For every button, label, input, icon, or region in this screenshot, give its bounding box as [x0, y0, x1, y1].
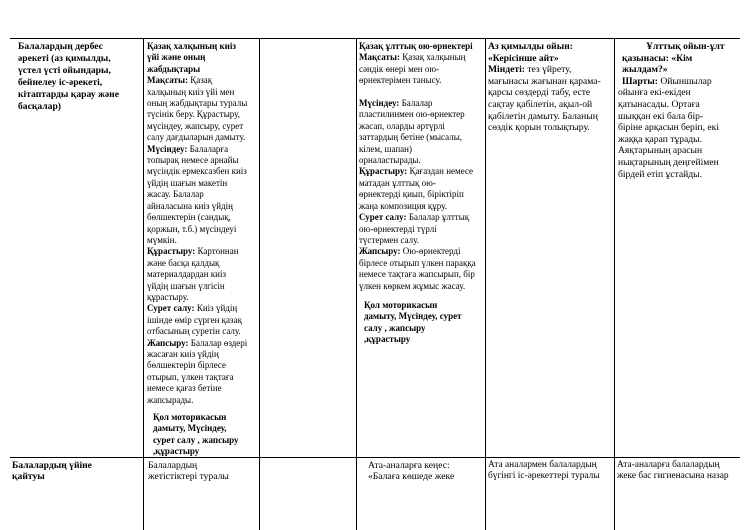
cell-text-line: қарсы сөздерді табу, есте [488, 87, 591, 99]
cell-text-line [359, 212, 485, 223]
field-label: Құрастыру: [147, 246, 196, 257]
field-value: Балалар өздері [188, 337, 248, 348]
cell-text-line: нықтарының деңгейімен [618, 156, 719, 168]
field-value: Картоннан [195, 246, 239, 257]
cell-text-line: заттардың бетіне (мысалы, [359, 132, 463, 143]
cell-text-line [488, 64, 614, 76]
cell-text-line: сурет салу , жапсыру [153, 434, 239, 445]
cell-text-line: отырып, үлкен тақтаға [147, 371, 234, 382]
quiet-game-cell [488, 41, 614, 134]
national-game-cell [618, 41, 740, 180]
cell-text-line: бірдей етіп ұстайды. [618, 168, 703, 180]
kiiz-ui-skills-note [153, 412, 259, 458]
cell-text-line: салу , жапсыру [364, 322, 426, 333]
field-label: Мақсаты: [147, 75, 188, 86]
parents-advice-cell [368, 460, 484, 483]
field-label: Міндеті: [488, 64, 525, 76]
field-label: Мүсіндеу: [147, 143, 188, 154]
field-value: тез үйрету, [524, 64, 572, 76]
cell-text-line: ,құрастыру [153, 446, 200, 457]
field-label: Сурет салу: [359, 212, 407, 223]
cell-text-line: қазынасы: «Кім [622, 52, 693, 64]
cell-text-line: қоржын, т.б.) мүсіндеуі [147, 223, 237, 234]
cell-text-line: жетістіктері туралы [148, 471, 229, 483]
cell-text-line: кітаптарды қарау және [18, 89, 119, 100]
field-value: Қазақ [188, 75, 213, 86]
cell-text-line: шыққан екі бала бір- [618, 110, 704, 122]
parents-activities-cell [488, 460, 614, 483]
cell-text-line: дамыту, Мүсіндеу, [153, 423, 227, 434]
cell-text-line: жаққа қарап тұрады. [618, 133, 703, 145]
cell-text-line: Аяқтарының арасын [618, 145, 703, 157]
col-divider-4 [485, 38, 486, 530]
parents-hygiene-cell [617, 460, 740, 483]
cell-text-line: жасау. Балалар [147, 189, 204, 200]
cell-text-line: сөздік қорын толықтыру. [488, 122, 590, 134]
cell-text-line: «Керісінше айт» [488, 52, 559, 64]
cell-text-line: мүсіндік ермексазбен киіз [147, 166, 247, 177]
cell-text-line: Қазақ халқының киіз [147, 41, 236, 51]
cell-text-line: айналасына киіз үйдің [147, 200, 233, 211]
cell-text-line: түстермен салу. [359, 234, 419, 245]
field-value: Балалар [399, 98, 433, 109]
cell-text-line: орналастырады. [359, 155, 421, 166]
cell-text-line: және басқа қалдық [147, 257, 220, 268]
cell-text-line: топырақ немесе арнайы [147, 155, 239, 166]
cell-text-line: Қазақ ұлттық ою-өрнектері [359, 41, 473, 51]
col-divider-2 [259, 38, 260, 530]
cell-text-line: жасап, оларды әртүрлі [359, 120, 445, 131]
cell-text-line: ою-өрнектерді түрлі [359, 223, 437, 234]
field-value: Ою-өрнектерді [400, 246, 461, 257]
cell-text-line: оның жабдықтары туралы [147, 98, 248, 109]
cell-text-line [359, 98, 485, 109]
cell-text-line: немесе қағаз бетіне [147, 383, 222, 394]
cell-text-line: Балалардың үйіне [12, 460, 92, 471]
cell-text-line: үстел үсті ойындары, [18, 65, 111, 76]
cell-text-line: өрнектерімен танысу. [359, 75, 442, 86]
cell-text-line: сақтау қабілетін, ақыл-ой [488, 98, 593, 110]
field-label: Мақсаты: [359, 52, 400, 63]
field-label: Жапсыру: [359, 246, 401, 257]
cell-text-line: кілем, шапан) [359, 143, 412, 154]
cell-text-line [147, 144, 259, 155]
oyu-ornek-activity-cell [359, 41, 485, 292]
cell-text-line: бөлшектерін бірлесе [147, 360, 227, 371]
field-label: Мүсіндеу: [359, 98, 400, 109]
cell-text-line [359, 52, 485, 63]
field-value: Балалар ұлттық [406, 212, 470, 223]
going-home-cell [12, 460, 142, 483]
cell-text-line: басқалар) [18, 101, 61, 112]
cell-text-line: пластилинмен ою-өрнектер [359, 109, 465, 120]
cell-text-line: немесе тақтаға жапсырып, бір [359, 269, 475, 280]
cell-text-line: жасаған киіз үйдің [147, 348, 219, 359]
cell-text-line: матадан ұлттық ою- [359, 177, 436, 188]
field-value: Қағаздан немесе [407, 166, 474, 177]
cell-text-line: жеке бас гигиенасына назар [617, 471, 729, 482]
cell-text-line: біріне арқасын беріп, екі [618, 122, 720, 134]
col-divider-1 [143, 38, 144, 530]
cell-text-line: бірлесе отырып үлкен параққа [359, 257, 476, 268]
cell-text-line: ,құрастыру [364, 334, 411, 345]
cell-text-line: мүсіндеу, жапсыру, сурет [147, 120, 244, 131]
field-label: Шарты: [622, 75, 658, 87]
field-label: Құрастыру: [359, 166, 408, 177]
cell-text-line [359, 246, 485, 257]
cell-text-line: үйдің шағын үлгісін [147, 280, 225, 291]
parents-achievements-cell [148, 460, 258, 483]
cell-text-line: бүгінгі іс-әрекеттері туралы [488, 471, 600, 482]
cell-text-line [618, 76, 740, 88]
cell-text-line: «Балаға көшеде жеке [368, 471, 455, 483]
cell-text-line [359, 166, 485, 177]
table-top-border [10, 38, 740, 39]
cell-text-line [147, 303, 259, 314]
cell-text-line: сәндік өнері мен ою- [359, 63, 440, 74]
col-divider-3 [356, 38, 357, 530]
field-value: Балаларға [187, 143, 229, 154]
field-value: Қазақ халқының [400, 52, 466, 63]
cell-text-line: Қол моторикасын [364, 300, 438, 310]
cell-text-line: қайтуы [12, 471, 45, 483]
cell-text-line: дамыту, Мүсіндеу, сурет [364, 311, 462, 322]
cell-text-line: өрнектерді қиып, біріктіріп [359, 189, 464, 200]
cell-text-line [147, 75, 259, 86]
row-divider [10, 457, 740, 458]
cell-text-line: құрастыру. [147, 291, 189, 302]
cell-text-line: қабілетін дамыту. Баланың [488, 110, 598, 122]
cell-text-line: ойынға екі-екіден [618, 87, 691, 99]
cell-text-line: мүмкін. [147, 234, 177, 245]
activity-type-cell [18, 41, 142, 113]
cell-text-line: үлкен көркем жұмыс жасау. [359, 280, 466, 291]
cell-text-line: жаңа композиция құру. [359, 200, 448, 211]
cell-text-line: бөлшектерін (сандық, [147, 212, 231, 223]
cell-text-line: мағынасы жағынан қарама- [488, 75, 601, 87]
cell-text-line: жабдықтары [147, 63, 201, 74]
cell-text-line: әрекеті (аз қимылды, [18, 53, 111, 64]
cell-text-line: Ата аналармен балалардың [488, 460, 597, 470]
field-label: Жапсыру: [147, 337, 189, 348]
field-value: Ойыншылар [657, 75, 712, 87]
cell-text-line: Аз қимылды ойын: [488, 41, 573, 52]
cell-text-line: Балалардың [148, 460, 198, 471]
cell-text-line [359, 87, 485, 98]
cell-text-line: қатынасады. Ортаға [618, 98, 700, 110]
cell-text-line: Ата-аналарға кеңес: [368, 460, 450, 471]
cell-text-line: халқының киіз үйі мен [147, 86, 235, 97]
cell-text-line: үйдің шағын макетін [147, 177, 228, 188]
oyu-ornek-skills-note [364, 300, 485, 346]
cell-text-line: түсінік беру. Құрастыру, [147, 109, 241, 120]
cell-text-line: үйі және оның [147, 52, 206, 63]
cell-text-line [147, 338, 259, 349]
cell-text-line: материалдардан киіз [147, 269, 227, 280]
cell-text-line: бейнелеу іс-әрекеті, [18, 77, 103, 88]
cell-text-line: Қол моторикасын [153, 412, 227, 422]
kiiz-ui-activity-cell [147, 41, 259, 406]
cell-text-line: Ата-аналарға балалардың [617, 460, 720, 470]
cell-text-line: жылдам?» [622, 64, 668, 76]
cell-text-line: Балалардың дербес [18, 41, 103, 52]
cell-text-line: жапсырады. [147, 394, 194, 405]
cell-text-line: ішінде өмір сүрген қазақ [147, 314, 242, 325]
cell-text-line: отбасының суретін салу. [147, 326, 241, 337]
cell-text-line: Ұлттық ойын-ұлт [646, 41, 725, 52]
cell-text-line [147, 246, 259, 257]
cell-text-line: салу дағдыларын дамыту. [147, 132, 246, 143]
col-divider-5 [614, 38, 615, 530]
field-value: Киіз үйдің [194, 303, 238, 314]
field-label: Сурет салу: [147, 303, 195, 314]
